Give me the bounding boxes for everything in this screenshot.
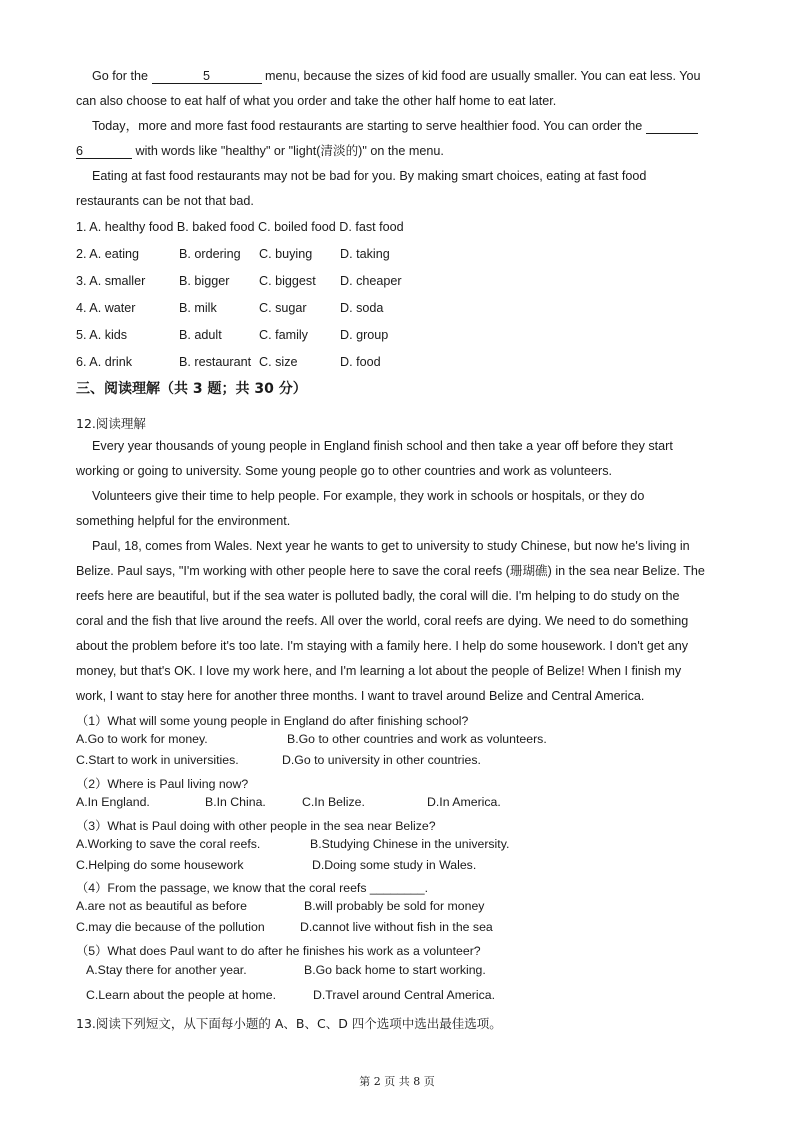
- passage-line: restaurants can be not that bad.: [76, 194, 254, 208]
- option-b: B. adult: [179, 328, 222, 342]
- option-b: B. ordering: [179, 247, 241, 261]
- option-d: D. cheaper: [340, 274, 402, 288]
- sub-question-3: （3）What is Paul doing with other people in the sea near Belize?: [76, 819, 436, 833]
- option-d: D.cannot live without fish in the sea: [300, 920, 493, 934]
- passage-line: work, I want to stay here for another three months. I want to travel around Belize and Central America.: [76, 689, 645, 703]
- option-b: B. milk: [179, 301, 217, 315]
- option-b: B. bigger: [179, 274, 230, 288]
- option-d: D.Go to university in other countries.: [282, 753, 481, 767]
- option-a: A.Working to save the coral reefs.: [76, 837, 261, 851]
- option-b: B.Studying Chinese in the university.: [310, 837, 510, 851]
- passage-text: with words like "healthy" or "light(清淡的)" on the menu.: [132, 144, 444, 158]
- option-a: A.Stay there for another year.: [86, 963, 247, 977]
- passage-line: [76, 143, 444, 159]
- option-a: 4. A. water: [76, 301, 136, 315]
- question-12-title: 12.阅读理解: [76, 416, 146, 431]
- passage-line: coral and the fish that live around the reefs. All over the world, coral reefs are dying. We need to do something: [76, 614, 689, 628]
- passage-line: working or going to university. Some young people go to other countries and work as volunteers.: [76, 464, 613, 478]
- option-a: A.are not as beautiful as before: [76, 899, 247, 913]
- passage-line: Every year thousands of young people in England finish school and then take a year off before they start: [92, 439, 673, 453]
- option-c: C.Learn about the people at home.: [86, 988, 277, 1002]
- blank-5: 5: [152, 69, 262, 84]
- passage-line: Belize. Paul says, "I'm working with other people here to save the coral reefs (珊瑚礁) in the sea near Belize. The: [76, 564, 705, 578]
- blank-6-start: [646, 119, 698, 134]
- passage-line: about the problem before it's too late. I'm staying with a family here. I help do some housework. I don't get any: [76, 639, 689, 653]
- sub-question-4: （4）From the passage, we know that the coral reefs ________.: [76, 881, 429, 895]
- option-b: B.Go back home to start working.: [304, 963, 486, 977]
- option-c: C.may die because of the pollution: [76, 920, 265, 934]
- option-a: 6. A. drink: [76, 355, 133, 369]
- sub-question-5: （5）What does Paul want to do after he finishes his work as a volunteer?: [76, 944, 481, 958]
- passage-line: money, but that's OK. I love my work here, and I'm learning a lot about the people of Belize! When I finish my: [76, 664, 682, 678]
- question-13-title: 13.阅读下列短文，从下面每小题的 A、B、C、D 四个选项中选出最佳选项。: [76, 1016, 502, 1031]
- option-d: D. group: [340, 328, 389, 342]
- option-d: D. soda: [340, 301, 384, 315]
- blank-6: 6: [76, 144, 132, 159]
- option-c: C. biggest: [259, 274, 316, 288]
- option-a: 3. A. smaller: [76, 274, 146, 288]
- option-a: A.In England.: [76, 795, 150, 809]
- page-number: 第 2 页 共 8 页: [359, 1075, 435, 1088]
- passage-line: [92, 68, 700, 84]
- option-c: C. size: [259, 355, 298, 369]
- passage-text: Go for the: [92, 69, 152, 83]
- option-c: C. family: [259, 328, 308, 342]
- option-d: D. taking: [340, 247, 390, 261]
- section-heading: 三、阅读理解（共 3 题；共 30 分）: [76, 381, 307, 397]
- option-d: D.Doing some study in Wales.: [312, 858, 477, 872]
- option-a: 2. A. eating: [76, 247, 140, 261]
- option-c: C. buying: [259, 247, 313, 261]
- passage-line: Eating at fast food restaurants may not be bad for you. By making smart choices, eating at fast food: [92, 169, 647, 183]
- passage-line: can also choose to eat half of what you order and take the other half home to eat later.: [76, 94, 557, 108]
- sub-question-2: （2）Where is Paul living now?: [76, 777, 249, 791]
- option-a: A.Go to work for money.: [76, 732, 208, 746]
- option-d: D. food: [340, 355, 381, 369]
- passage-line: Paul, 18, comes from Wales. Next year he wants to get to university to study Chinese, but now he's living in: [92, 539, 690, 553]
- sub-question-1: （1）What will some young people in England do after finishing school?: [76, 714, 469, 728]
- option-b: B. restaurant: [179, 355, 252, 369]
- passage-line: [92, 118, 698, 134]
- option-b: B.In China.: [205, 795, 266, 809]
- passage-line: Volunteers give their time to help people. For example, they work in schools or hospitals, or they do: [92, 489, 645, 503]
- passage-line: something helpful for the environment.: [76, 514, 291, 528]
- passage-line: reefs here are beautiful, but if the sea water is polluted badly, the coral will die. I'm helping to do study on the: [76, 589, 680, 603]
- cloze-option-row-1: 1. A. healthy food B. baked food C. boiled food D. fast food: [76, 220, 404, 234]
- option-b: B.Go to other countries and work as volunteers.: [287, 732, 547, 746]
- passage-text: Today，more and more fast food restaurants are starting to serve healthier food. You can order the: [92, 119, 646, 133]
- option-d: D.In America.: [427, 795, 501, 809]
- option-d: D.Travel around Central America.: [313, 988, 496, 1002]
- passage-text: menu, because the sizes of kid food are usually smaller. You can eat less. You: [261, 69, 701, 83]
- option-c: C. sugar: [259, 301, 307, 315]
- option-c: C.In Belize.: [302, 795, 365, 809]
- option-a: 5. A. kids: [76, 328, 128, 342]
- option-c: C.Start to work in universities.: [76, 753, 239, 767]
- option-b: B.will probably be sold for money: [304, 899, 485, 913]
- option-c: C.Helping do some housework: [76, 858, 244, 872]
